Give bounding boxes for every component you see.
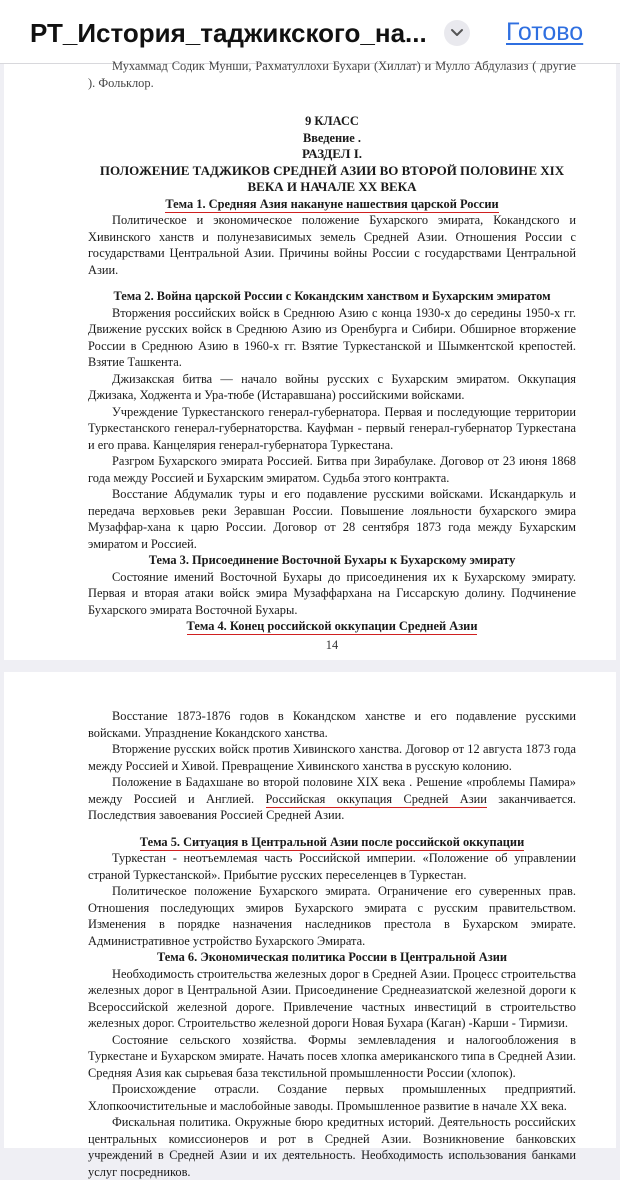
- topic-4-title: Тема 4. Конец российской оккупации Средней Азии: [186, 619, 478, 633]
- section-heading: РАЗДЕЛ I.: [301, 146, 363, 161]
- highlighted-phrase: Российская оккупация Средней Азии: [265, 791, 487, 806]
- topic-2-paragraph: Учреждение Туркестанского генерал-губернатора. Первая и последующие территории Туркестанского генерал-губернаторства. Кауфман - первый генерал-губернатор Туркестана и его права. Канцелярия генерал-губернатора Туркестана.: [88, 404, 576, 452]
- topic-5-paragraph: Политическое положение Бухарского эмирата. Ограничение его суверенных прав. Отношения последующих эмиров Бухарского эмирата с русским правительством. Изменения в порядке назначения наследников престола в Бухарском эмирате. Административное устройство Бухарского Эмирата.: [88, 884, 576, 948]
- topic-1-text: Политическое и экономическое положение Бухарского эмирата, Кокандского и Хивинского ханств и полунезависимых земель Средней Азии. Отношения России с государствами Центральной Азии. Причины войны России с государствами Центральной Азии.: [88, 213, 576, 277]
- paragraph: [88, 774, 576, 824]
- topic-6-heading: Тема 6. Экономическая политика России в Центральной Азии: [156, 950, 507, 964]
- topic-5-paragraph: Туркестан - неотъемлемая часть Российской империи. «Положение об управлении страной Туркестанской». Прибытие русских переселенцев в Туркестан.: [88, 851, 576, 882]
- title-menu-button[interactable]: [444, 20, 470, 46]
- paragraph-part: Положение в Бадахшане во второй половине XIX века . Решение «проблемы Памира» между Россией и Англией.: [88, 775, 576, 806]
- done-button[interactable]: Готово: [506, 18, 584, 46]
- document-page-2: [4, 672, 616, 1179]
- topic-6-paragraph: Необходимость строительства железных дорог в Средней Азии. Процесс строительства железных дорог в Центральной Азии. Присоединение Среднеазиатской железной дороги к Всероссийской железной дороге. Привлечение частных инвестиций в строительство железных дорог. Строительство железной дороги Новая Бухара (Каган) -Карши - Тирмизи.: [88, 966, 576, 1030]
- topic-3-heading: Тема 3. Присоединение Восточной Бухары к Бухарскому эмирату: [148, 553, 516, 567]
- topic-6-paragraph: Состояние сельского хозяйства. Формы землевладения и налогообложения в Туркестане и Бухарском эмирате. Начать посев хлопка американского типа в Средней Азии. Средняя Азия как сырьевая база текстильной промышленности России (хлопок).: [88, 1032, 576, 1080]
- topic-2-paragraph: Джизакская битва — начало войны русских с Бухарским эмиратом. Оккупация Джизака, Ходжента и Ура-тюбе (Истаравшана) российскими войсками.: [88, 371, 576, 402]
- page-number: 14: [325, 637, 339, 652]
- paragraph-part: заканчивается. Последствия завоевания Россией Средней Азии.: [88, 791, 577, 822]
- topic-5-title: Тема 5. Ситуация в Центральной Азии после российской оккупации: [139, 834, 525, 849]
- chevron-down-icon: [450, 28, 464, 38]
- document-title: РТ_История_таджикского_на...: [30, 18, 427, 48]
- document-page-1: [4, 59, 616, 660]
- topic-5-heading: [88, 834, 576, 851]
- top-bar: [0, 0, 620, 64]
- topic-6-paragraph: Фискальная политика. Окружные бюро кредитных историй. Деятельность российских центральных комиссионеров и рот в Средней Азии. Возникновение банковских учреждений в Средней Азии и их деятельность. Необходимость использования банками услуг посредников.: [88, 1115, 576, 1179]
- topic-2-paragraph: Разгром Бухарского эмирата Россией. Битва при Зирабулаке. Договор от 23 июня 1868 года между Россией и Бухарским эмиратом. Судьба этого контракта.: [88, 454, 576, 485]
- topic-6-paragraph: Происхождение отрасли. Создание первых промышленных предприятий. Хлопкоочистительные и маслобойные заводы. Промышленное развитие в начале XX века.: [88, 1082, 576, 1113]
- topic-2-paragraph: Вторжения российских войск в Среднюю Азию с конца 1930-х до середины 1950-х гг. Движение русских войск в Среднюю Азию из Оренбурга и Сибири. Обширное вторжение России в Среднюю Азию в 1960-х гг. Взятие Туркестанской и Шымкентской крепостей. Взятие Ташкента.: [88, 305, 576, 369]
- section-title: ПОЛОЖЕНИЕ ТАДЖИКОВ СРЕДНЕЙ АЗИИ ВО ВТОРОЙ ПОЛОВИНЕ XIX ВЕКА И НАЧАЛЕ XX ВЕКА: [99, 162, 565, 194]
- paragraph: Восстание 1873-1876 годов в Кокандском ханстве и его подавление русскими войсками. Упразднение Кокандского ханства.: [88, 709, 576, 740]
- cut-off-line: Мухаммад Содик Мунши, Рахматуллохи Бухари (Хиллат) и Мулло Абдулазиз ( другие ). Фольклор.: [88, 59, 576, 90]
- class-heading: 9 КЛАСС: [305, 114, 359, 128]
- topic-3-text: Состояние имений Восточной Бухары до присоединения их к Бухарскому эмирату. Первая и вторая атаки войск эмира Музаффархана на Гиссарскую долину. Подчинение Бухарского эмирата Восточной Бухары.: [88, 569, 576, 617]
- topic-4-heading: [88, 618, 576, 635]
- intro-heading: Введение .: [302, 130, 362, 145]
- topic-2-paragraph: Восстание Абдумалик туры и его подавление русскими войсками. Искандаркуль и передача верховьев реки Зеравшан России. Повышение лояльности бухарского эмира Музаффар-хана к царю России. Договор от 28 сентября 1873 года между Бухарским эмиратом и Россией.: [88, 487, 576, 551]
- topic-1-title: Тема 1. Средняя Азия накануне нашествия царской России: [165, 196, 499, 211]
- topic-1-heading: [88, 196, 576, 213]
- topic-2-heading: Тема 2. Война царской России с Кокандским ханством и Бухарским эмиратом: [113, 289, 551, 303]
- paragraph: Вторжение русских войск против Хивинского ханства. Договор от 12 августа 1873 года между Россией и Хивой. Превращение Хивинского ханства в русскую колонию.: [88, 742, 576, 773]
